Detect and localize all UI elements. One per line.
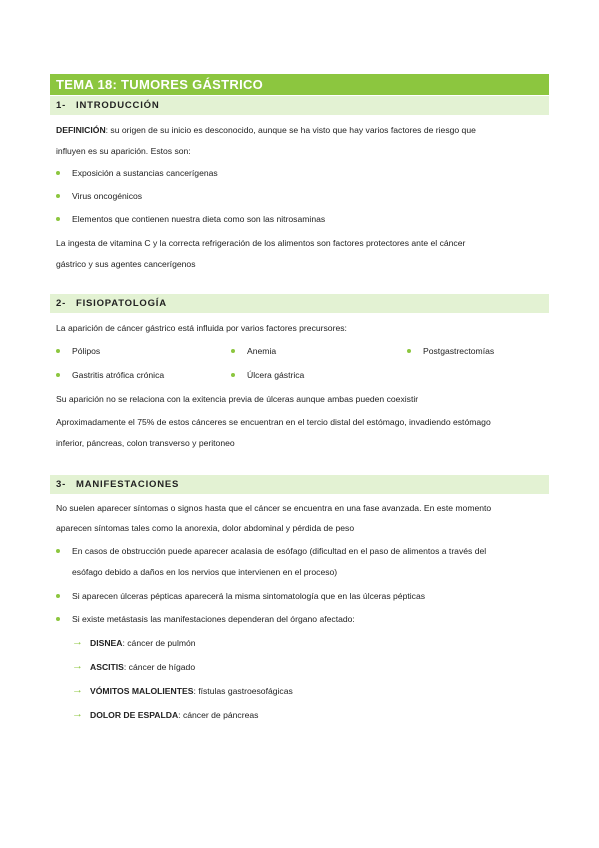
list-item-label: Si aparecen úlceras pépticas aparecerá la misma sintomatología que en las úlceras pépticas [72,591,426,601]
term: DISNEA [90,638,123,648]
bullet-icon [56,594,60,598]
term-description: : fístulas gastroesofágicas [193,686,293,696]
sub-list-item-text [90,661,195,673]
bullet-icon [231,349,235,353]
section-title: INTRODUCCIÓN [76,100,160,111]
section-title: FISIOPATOLOGÍA [76,298,167,309]
factor-label: Pólipos [72,346,101,356]
section-number: 3- [56,479,67,490]
paragraph-line: inferior, páncreas, colon transverso y peritoneo [56,438,235,448]
bullet-icon [56,194,60,198]
section-heading-introduccion [50,96,549,115]
section-title: MANIFESTACIONES [76,479,180,490]
paragraph-line: gástrico y sus agentes cancerígenos [56,259,196,269]
paragraph-line: La aparición de cáncer gástrico está influida por varios factores precursores: [56,323,347,333]
bullet-icon [56,617,60,621]
definition-line-1 [56,124,476,136]
bullet-icon [56,171,60,175]
bullet-icon [231,373,235,377]
term: VÓMITOS MALOLIENTES [90,686,194,696]
sub-list-item-text [90,709,258,721]
section-heading-fisiopatologia [50,294,549,313]
sub-list-item-text [90,637,196,649]
bullet-icon [56,217,60,221]
list-item-label: Elementos que contienen nuestra dieta como son las nitrosaminas [72,214,326,224]
list-item-label: En casos de obstrucción puede aparecer acalasia de esófago (dificultad en el paso de alimentos a través del [72,546,487,556]
paragraph-line: Su aparición no se relaciona con la exitencia previa de úlceras aunque ambas pueden coexistir [56,394,419,404]
list-item-label: Virus oncogénicos [72,191,143,201]
arrow-right-icon: → [72,708,83,720]
factor-label: Gastritis atrófica crónica [72,370,165,380]
definition-text: : su origen de su inicio es desconocido, aunque se ha visto que hay varios factores de riesgo que [105,125,476,135]
term: ASCITIS [90,662,124,672]
bullet-icon [56,549,60,553]
bullet-icon [407,349,411,353]
arrow-right-icon: → [72,636,83,648]
list-item-continuation: esófago debido a daños en los nervios que intervienen en el proceso) [72,567,338,577]
term: DOLOR DE ESPALDA [90,710,179,720]
factor-label: Úlcera gástrica [247,370,305,380]
section-heading-manifestaciones [50,475,549,494]
document-title: TEMA 18: TUMORES GÁSTRICO [50,74,549,95]
list-item-label: Si existe metástasis las manifestaciones dependeran del órgano afectado: [72,614,355,624]
bullet-icon [56,349,60,353]
term-description: : cáncer de páncreas [178,710,259,720]
paragraph-line: No suelen aparecer síntomas o signos hasta que el cáncer se encuentra en una fase avanzada. En este momento [56,503,492,513]
bullet-icon [56,373,60,377]
arrow-right-icon: → [72,660,83,672]
definition-line-2: influyen es su aparición. Estos son: [56,146,191,156]
paragraph-line: Aproximadamente el 75% de estos cánceres se encuentran en el tercio distal del estómago, invadiendo estómago [56,417,491,427]
sub-list-item-text [90,685,293,697]
paragraph-line: aparecen síntomas tales como la anorexia, dolor abdominal y pérdida de peso [56,523,355,533]
arrow-right-icon: → [72,684,83,696]
definition-label: DEFINICIÓN [56,125,106,135]
term-description: : cáncer de hígado [123,662,196,672]
factor-label: Anemia [247,346,277,356]
section-number: 1- [56,100,67,111]
factor-label: Postgastrectomías [423,346,495,356]
list-item-label: Exposición a sustancias cancerígenas [72,168,218,178]
term-description: : cáncer de pulmón [122,638,196,648]
paragraph-line: La ingesta de vitamina C y la correcta refrigeración de los alimentos son factores protectores ante el cáncer [56,238,466,248]
section-number: 2- [56,298,67,309]
